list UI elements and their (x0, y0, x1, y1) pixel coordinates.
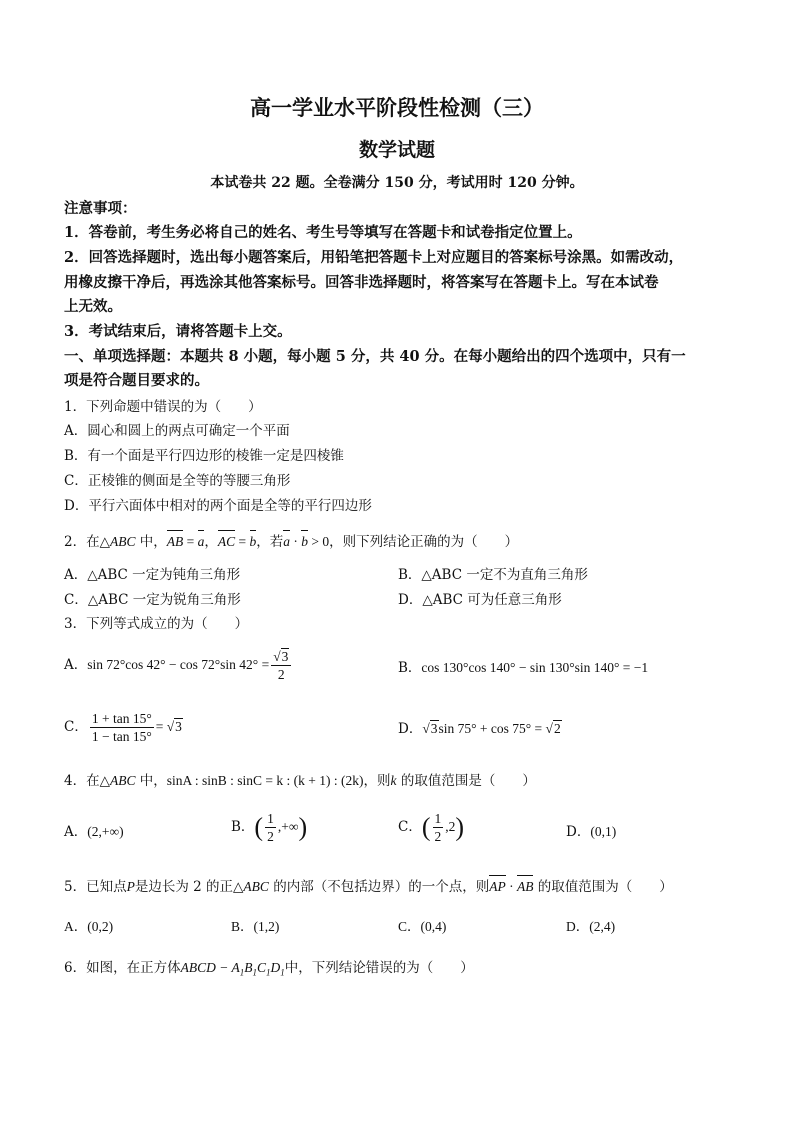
q4-c-tail: ,2 (445, 819, 456, 834)
q4-stem (64, 771, 536, 791)
q3-d-expr: sin 75° + cos 75° = (438, 721, 546, 736)
q4-option-d (566, 822, 616, 842)
exam-title: 高一学业水平阶段性检测（三） (250, 95, 544, 120)
q4-option-a (64, 822, 124, 842)
q1-option-a: A．圆心和圆上的两点可确定一个平面 (64, 423, 290, 439)
q4-b-num: 1 (267, 811, 274, 826)
q1-option-c: C．正棱锥的侧面是全等的等腰三角形 (64, 473, 291, 489)
q5-vector-ap: AP (489, 877, 506, 897)
q3-b-expr: cos 130°cos 140° − sin 130°sin 140° = −1 (421, 660, 649, 675)
q4-prefix: 4．在△ (64, 773, 110, 789)
q2-vector-a: a (198, 532, 205, 552)
q3-a-num: 3 (281, 649, 289, 664)
q2-vector-b: b (250, 532, 257, 552)
q3-option-b (398, 658, 648, 678)
q2-vector-ab: AB (167, 532, 184, 552)
q5-option-a: A．(0,2) (64, 919, 114, 934)
section-1-line-1: 一、单项选择题：本题共 8 小题，每小题 5 分，共 40 分。在每小题给出的四个选项中，只有一 (64, 348, 686, 365)
q4-c-label: C． (398, 819, 422, 835)
q2-option-b: B．△ABC 一定不为直角三角形 (398, 567, 588, 583)
q5-dot: · (505, 879, 517, 894)
exam-summary: 本试卷共 22 题。全卷满分 150 分，考试用时 120 分钟。 (210, 175, 584, 191)
q2-eq-1: = (183, 534, 198, 549)
note-3: 3．考试结束后，请将答题卡上交。 (64, 323, 292, 340)
q5-end: 的取值范围为（ ） (533, 879, 673, 895)
q2-cond-dot: · (290, 534, 302, 549)
q2-triangle: ABC (109, 534, 136, 549)
note-2-line-3: 上无效。 (64, 298, 122, 315)
q3-a-fraction: $\frac{√3}{2}$ (271, 648, 291, 683)
q4-c-den: 2 (434, 829, 442, 844)
q5-point-p: P (126, 879, 135, 894)
q4-d-label: D． (566, 824, 591, 840)
q4-a-label: A． (64, 824, 88, 840)
notes-heading: 注意事项： (64, 200, 137, 217)
q3-b-label: B． (398, 660, 422, 676)
q5-option-b: B．(1,2) (231, 919, 280, 934)
q4-b-tail: ,+∞ (277, 819, 299, 834)
q3-c-den: 1 − tan 15° (91, 729, 152, 744)
q4-expression: sinA : sinB : sinC = k : (k + 1) : (2k) (166, 773, 364, 788)
q3-c-root: 3 (175, 719, 182, 734)
q3-option-c: C． $\frac{1 + \tan 15^\circ}{1 - \tan 15^\circ}$ = √3 (64, 711, 182, 744)
q4-option-b: B．( $\frac{1}{2}$ ,+∞) (231, 811, 308, 844)
q3-d-root-2: 2 (553, 721, 561, 736)
q4-post: ，则 (363, 773, 391, 789)
q5-triangle: ABC (243, 879, 269, 894)
q4-c-fraction (433, 810, 444, 845)
q3-c-num: 1 + tan 15° (91, 711, 152, 726)
q2-option-a: A．△ABC 一定为钝角三角形 (64, 567, 241, 583)
note-2-line-2: 用橡皮擦干净后，再选涂其他答案标号。回答非选择题时，将答案写在答题卡上。写在本试卷 (64, 274, 659, 291)
q6-prefix: 6．如图，在正方体 (64, 960, 181, 976)
q2-option-d: D．△ABC 可为任意三角形 (398, 592, 562, 608)
q2-option-c: C．△ABC 一定为锐角三角形 (64, 592, 241, 608)
q4-option-c: C．( $\frac{1}{2}$ ,2) (398, 811, 465, 844)
q2-if: ，若 (256, 534, 284, 550)
q2-cond-a: a (283, 532, 290, 552)
q3-a-den: 2 (277, 667, 285, 682)
q2-vector-ac: AC (218, 532, 235, 552)
q4-a-value: (2,+∞) (87, 824, 124, 839)
q1-stem: 1．下列命题中错误的为（ ） (64, 399, 262, 415)
q5-mid: 是边长为 2 的正△ (134, 879, 244, 895)
q3-c-rhs: = (155, 719, 167, 734)
q3-option-d: D．√3sin 75° + cos 75° = √2 (398, 721, 561, 737)
q2-condition: > 0 (308, 534, 330, 549)
q4-c-num: 1 (434, 811, 442, 826)
q5-option-d: D．(2,4) (566, 919, 616, 934)
q6-cube: ABCD − $A_1B_1C_1D_1$ (180, 960, 285, 978)
q4-end: 的取值范围是（ ） (396, 773, 536, 789)
q5-post: 的内部（不包括边界）的一个点，则 (268, 879, 490, 895)
q5-stem (64, 877, 673, 897)
q2-mid: 中， (135, 534, 167, 550)
q1-option-d: D．平行六面体中相对的两个面是全等的平行四边形 (64, 498, 372, 514)
note-2-line-1: 2．回答选择题时，选出每小题答案后，用铅笔把答题卡上对应题目的答案标号涂黑。如需改动， (64, 249, 684, 266)
q3-d-label: D． (398, 721, 423, 737)
q4-b-den: 2 (267, 829, 274, 844)
section-1-line-2: 项是符合题目要求的。 (64, 372, 209, 389)
q2-cond-b: b (301, 532, 308, 552)
q5-option-c: C．(0,4) (398, 919, 447, 934)
q3-option-a (64, 648, 293, 683)
q6-post: 中，下列结论错误的为（ ） (284, 960, 474, 976)
q3-d-root-1: 3 (430, 721, 438, 736)
subject-title: 数学试题 (358, 139, 435, 161)
q2-eq-2: = (235, 534, 250, 549)
q3-c-fraction (90, 710, 154, 745)
q5-vector-ab: AB (517, 877, 534, 897)
q2-comma: ， (204, 534, 218, 550)
q1-option-b: B．有一个面是平行四边形的棱锥一定是四棱锥 (64, 448, 344, 464)
q2-post: ，则下列结论正确的为（ ） (329, 534, 519, 550)
q3-stem: 3．下列等式成立的为（ ） (64, 616, 249, 632)
q2-prefix: 2．在△ (64, 534, 110, 550)
q6-stem (64, 958, 474, 983)
q3-a-expr: sin 72°cos 42° − cos 72°sin 42° = (87, 657, 270, 672)
q3-c-label: C． (64, 719, 88, 735)
note-1: 1．答卷前，考生务必将自己的姓名、考生号等填写在答题卡和试卷指定位置上。 (64, 224, 582, 241)
q2-stem (64, 532, 518, 552)
q4-k: k (390, 773, 397, 788)
q4-mid: 中， (135, 773, 167, 789)
q4-d-value: (0,1) (590, 824, 617, 839)
q4-triangle: ABC (109, 773, 136, 788)
q3-a-label: A． (64, 657, 88, 673)
q5-prefix: 5．已知点 (64, 879, 127, 895)
q4-b-label: B． (231, 819, 255, 835)
q4-b-fraction (265, 810, 276, 845)
